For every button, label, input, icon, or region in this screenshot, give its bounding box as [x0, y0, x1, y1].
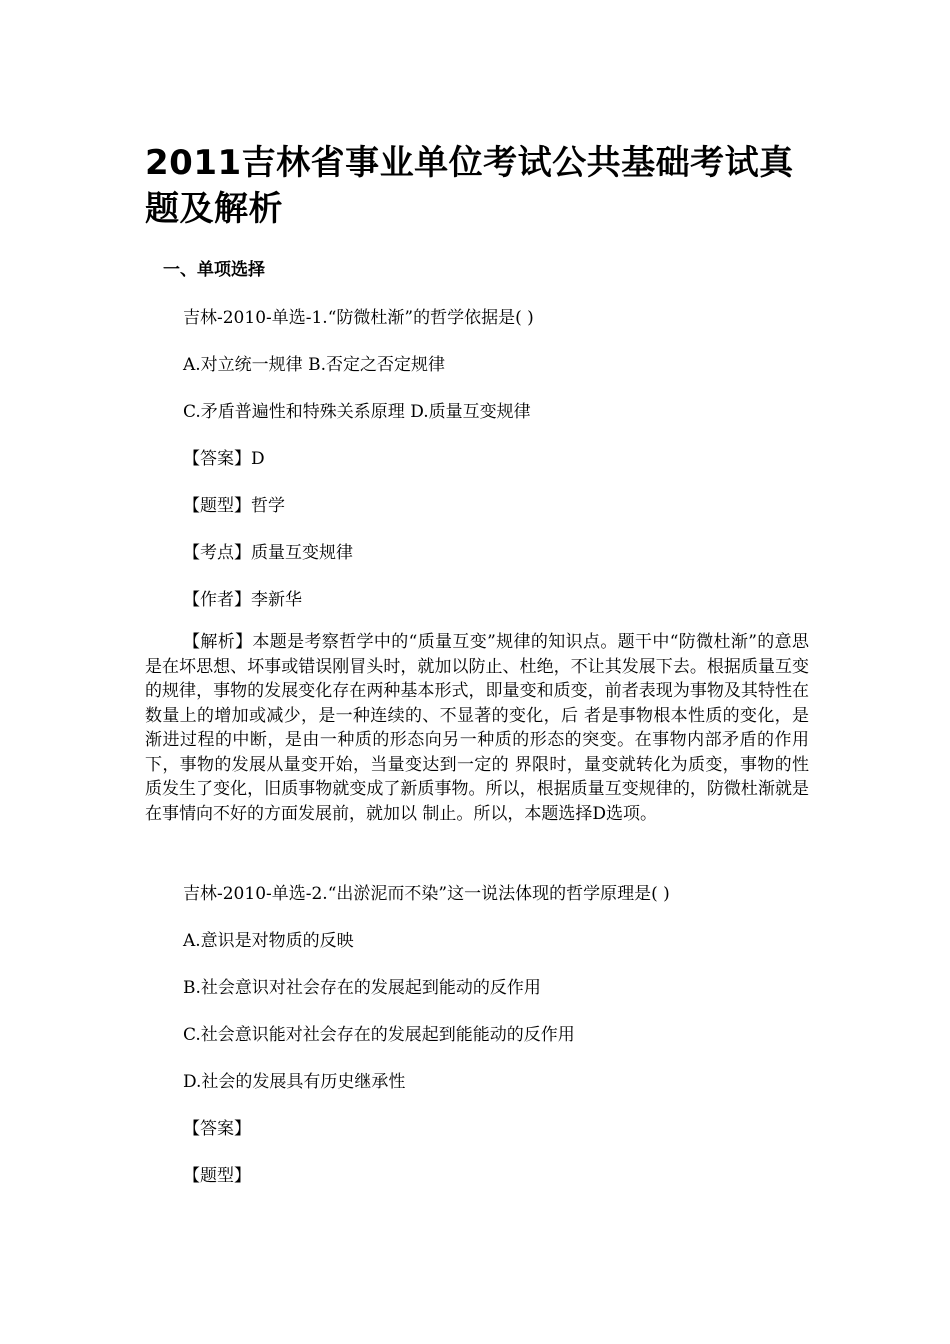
question-2-stem: 吉林-2010-单选-2.“出淤泥而不染”这一说法体现的哲学原理是( ): [183, 884, 670, 904]
question-1-options-cd: C.矛盾普遍性和特殊关系原理 D.质量互变规律: [183, 402, 531, 422]
question-2-option-b: B.社会意识对社会存在的发展起到能动的反作用: [183, 978, 541, 998]
section-heading: 一、单项选择: [163, 260, 265, 280]
question-2-option-a: A.意识是对物质的反映: [183, 931, 354, 951]
question-1-author: 【作者】李新华: [183, 590, 302, 610]
question-2-option-d: D.社会的发展具有历史继承性: [183, 1072, 406, 1092]
question-2-option-c: C.社会意识能对社会存在的发展起到能能动的反作用: [183, 1025, 575, 1045]
document-title: 2011吉林省事业单位考试公共基础考试真题及解析: [145, 143, 794, 229]
question-1-type: 【题型】哲学: [183, 496, 285, 516]
question-1-point: 【考点】质量互变规律: [183, 543, 353, 563]
question-1-stem: 吉林-2010-单选-1.“防微杜渐”的哲学依据是( ): [183, 308, 534, 328]
question-2-answer: 【答案】: [183, 1119, 251, 1139]
question-1-options-ab: A.对立统一规律 B.否定之否定规律: [183, 355, 445, 375]
question-1-answer: 【答案】D: [183, 449, 265, 469]
question-1-analysis: 【解析】本题是考察哲学中的“质量互变”规律的知识点。题干中“防微杜渐”的意思是在坏思想、坏事或错误刚冒头时，就加以防止、杜绝，不让其发展下去。根据质量互变的规律，事物的发展变化存在两种基本形式，即量变和质变，前者表现为事物及其特性在数量上的增加或减少，是一种连续的、不显著的变化，后 者是事物根本性质的变化，是渐进过程的中断，是由一种质的形态向另一种质的形态的突变。在事物内部矛盾的作用下，事物的发展从量变开始，当量变达到一定的 界限时，量变就转化为质变，事物的性质发生了变化，旧质事物就变成了新质事物。所以，根据质量互变规律的，防微杜渐就是在事情向不好的方面发展前，就加以 制止。所以，本题选择D选项。: [145, 632, 809, 824]
question-2-type: 【题型】: [183, 1166, 251, 1186]
